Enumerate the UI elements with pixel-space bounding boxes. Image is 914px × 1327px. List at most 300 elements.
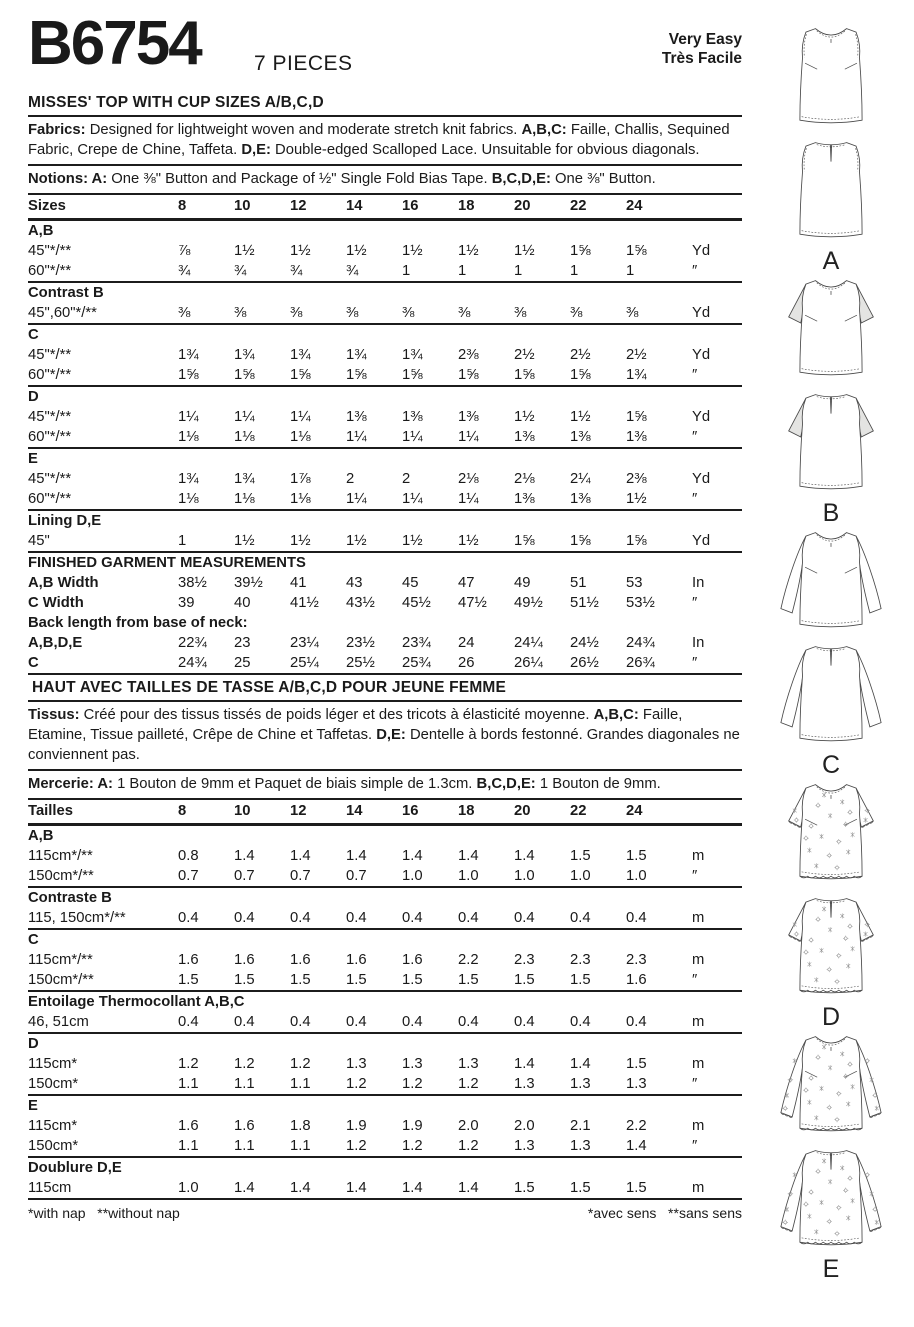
- value-cell: ¾: [346, 263, 359, 279]
- value-cell: 1.0: [570, 868, 591, 884]
- value-cell: 1.3: [402, 1056, 423, 1072]
- value-cell: 2: [346, 471, 355, 487]
- value-cell: 0.4: [458, 1014, 479, 1030]
- table-data-row: [28, 407, 742, 427]
- value-cell: 1.4: [626, 1138, 647, 1154]
- view-block-c: [748, 524, 914, 779]
- value-cell: 1⅝: [402, 367, 423, 383]
- value-cell: 1¾: [290, 347, 311, 363]
- value-cell: ⅜: [458, 305, 471, 321]
- value-cell: 0.4: [346, 910, 367, 926]
- value-cell: 26½: [570, 655, 599, 671]
- value-cell: 1.2: [346, 1076, 367, 1092]
- value-cell: 1.4: [346, 848, 367, 864]
- section-label: A,B: [28, 828, 54, 844]
- row-label: 45"*/**: [28, 471, 72, 487]
- table-data-row: [28, 303, 742, 323]
- views-column: [748, 0, 914, 1283]
- row-label: 115cm: [28, 1180, 72, 1196]
- section-label: D: [28, 1036, 39, 1052]
- value-cell: 1¼: [346, 429, 367, 445]
- value-cell: 8: [178, 198, 187, 214]
- value-cell: 24: [626, 803, 643, 819]
- value-cell: 1¼: [234, 409, 255, 425]
- value-cell: 8: [178, 803, 187, 819]
- mercerie-paragraph: Mercerie: A: 1 Bouton de 9mm et Paquet de biais simple de 1.3cm. B,C,D,E: 1 Bouton de 9mm.: [28, 776, 661, 792]
- value-cell: 1.5: [514, 972, 535, 988]
- value-cell: 1⅝: [570, 533, 591, 549]
- value-cell: 16: [402, 803, 419, 819]
- value-cell: 0.4: [234, 910, 255, 926]
- value-cell: ⅜: [290, 305, 303, 321]
- row-label: 150cm*/**: [28, 972, 94, 988]
- section-label: E: [28, 451, 38, 467]
- table-data-row: [28, 866, 742, 886]
- value-cell: 0.4: [290, 910, 311, 926]
- value-cell: 24¾: [626, 635, 655, 651]
- value-cell: 23¾: [402, 635, 431, 651]
- row-label: 150cm*: [28, 1138, 79, 1154]
- fabrics-paragraph: Fabrics: Designed for lightweight woven and moderate stretch knit fabrics. A,B,C: Faille, Challis, Sequined Fabric, Crepe de Chine, Taffeta. D,E: Double-edged Scalloped Lace. Unsuitable for obvious diagonals.: [28, 122, 730, 158]
- value-cell: ¾: [234, 263, 247, 279]
- value-cell: 1½: [458, 243, 479, 259]
- value-cell: 53: [626, 575, 643, 591]
- value-cell: 0.7: [346, 868, 367, 884]
- value-cell: 1½: [402, 243, 423, 259]
- value-cell: 1⅛: [234, 429, 255, 445]
- table-data-row: [28, 908, 742, 928]
- value-cell: 1⅝: [514, 533, 535, 549]
- table-data-row: [28, 427, 742, 447]
- value-cell: 1: [178, 533, 187, 549]
- row-label: 60"*/**: [28, 491, 72, 507]
- value-cell: 24¼: [514, 635, 543, 651]
- value-cell: 1.2: [346, 1138, 367, 1154]
- row-label: 115, 150cm*/**: [28, 910, 126, 926]
- value-cell: 2.0: [458, 1118, 479, 1134]
- value-cell: 0.7: [290, 868, 311, 884]
- value-cell: 1⅛: [290, 429, 311, 445]
- value-cell: 1.0: [626, 868, 647, 884]
- value-cell: 1.4: [570, 1056, 591, 1072]
- masthead: [28, 9, 742, 88]
- value-cell: 1.2: [458, 1138, 479, 1154]
- section-label: C: [28, 932, 39, 948]
- row-label: 115cm*/**: [28, 848, 93, 864]
- table-section-row: [28, 221, 742, 241]
- value-cell: 1⅜: [514, 429, 535, 445]
- value-cell: 1½: [514, 409, 535, 425]
- row-label: C: [28, 655, 39, 671]
- row-label: 115cm*: [28, 1118, 78, 1134]
- tissus-paragraph: Tissus: Créé pour des tissus tissés de poids léger et des tricots à élasticité moyenne. A,B,C: Faille, Etamine, Tissue pailleté, Crêpe de Chine et Taffetas. D,E: Dentelle à bords festonné. Grandes diagonales ne conviennent pas.: [28, 707, 740, 763]
- value-cell: 1.5: [626, 1180, 647, 1196]
- unit-cell: ″: [692, 595, 698, 611]
- value-cell: 1.5: [290, 972, 311, 988]
- value-cell: 1.5: [514, 1180, 535, 1196]
- unit-cell: ″: [692, 491, 698, 507]
- value-cell: 40: [234, 595, 251, 611]
- garment-front-drawing: [748, 1028, 914, 1142]
- value-cell: 0.4: [290, 1014, 311, 1030]
- garment-back-drawing: [748, 638, 914, 752]
- row-label: 45"*/**: [28, 243, 72, 259]
- value-cell: 1: [570, 263, 579, 279]
- row-label: 45",60"*/**: [28, 305, 97, 321]
- table-data-row: [28, 1074, 742, 1094]
- value-cell: 0.4: [234, 1014, 255, 1030]
- footnote-french: *avec sens **sans sens: [587, 1205, 742, 1221]
- garment-back-drawing: [748, 134, 914, 248]
- value-cell: 1.6: [346, 952, 367, 968]
- value-cell: 1⅝: [458, 367, 479, 383]
- value-cell: 1.3: [458, 1056, 479, 1072]
- value-cell: 1¾: [402, 347, 423, 363]
- value-cell: 1⅞: [290, 471, 311, 487]
- value-cell: 2.3: [514, 952, 535, 968]
- value-cell: 1⅜: [458, 409, 479, 425]
- value-cell: 1¾: [234, 347, 255, 363]
- value-cell: 1.4: [458, 848, 479, 864]
- value-cell: 1.6: [402, 952, 423, 968]
- table-data-row: [28, 1178, 742, 1198]
- row-label: 45"*/**: [28, 347, 72, 363]
- value-cell: 1.1: [234, 1138, 255, 1154]
- table-section-row: [28, 928, 742, 950]
- value-cell: 1.5: [570, 1180, 591, 1196]
- value-cell: 1: [626, 263, 635, 279]
- value-cell: 2⅛: [514, 471, 535, 487]
- value-cell: 0.4: [402, 1014, 423, 1030]
- value-cell: 38½: [178, 575, 207, 591]
- row-label: 115cm*/**: [28, 952, 93, 968]
- view-label: E: [822, 1255, 840, 1283]
- table-section-row: [28, 385, 742, 407]
- value-cell: ⅜: [514, 305, 527, 321]
- value-cell: 45½: [402, 595, 431, 611]
- value-cell: 1.0: [178, 1180, 199, 1196]
- value-cell: 1¾: [626, 367, 647, 383]
- value-cell: 0.7: [178, 868, 199, 884]
- value-cell: 2½: [626, 347, 647, 363]
- garment-front-drawing: [748, 20, 914, 134]
- unit-cell: ″: [692, 367, 698, 383]
- value-cell: 1½: [346, 533, 367, 549]
- value-cell: 49: [514, 575, 531, 591]
- value-cell: 1¼: [290, 409, 311, 425]
- table-data-row: [28, 846, 742, 866]
- value-cell: 1.3: [570, 1076, 591, 1092]
- garment-front-drawing: [748, 272, 914, 386]
- table-data-row: [28, 970, 742, 990]
- row-label: Sizes: [28, 198, 66, 214]
- unit-cell: ″: [692, 1138, 698, 1154]
- view-block-a: [748, 0, 914, 275]
- value-cell: 1.2: [402, 1076, 423, 1092]
- unit-cell: ″: [692, 429, 698, 445]
- value-cell: 1.3: [570, 1138, 591, 1154]
- value-cell: 41: [290, 575, 307, 591]
- value-cell: 1.4: [290, 1180, 311, 1196]
- value-cell: 1.2: [402, 1138, 423, 1154]
- unit-cell: In: [692, 635, 705, 651]
- unit-cell: m: [692, 1014, 705, 1030]
- row-label: 60"*/**: [28, 367, 72, 383]
- value-cell: 1.0: [514, 868, 535, 884]
- value-cell: 1⅜: [346, 409, 367, 425]
- table-data-row: [28, 261, 742, 281]
- difficulty-english: Very Easy: [668, 31, 742, 48]
- value-cell: 47½: [458, 595, 487, 611]
- value-cell: 39: [178, 595, 195, 611]
- value-cell: 26¼: [514, 655, 543, 671]
- value-cell: ⅜: [346, 305, 359, 321]
- value-cell: ¾: [178, 263, 191, 279]
- value-cell: 1½: [234, 533, 255, 549]
- value-cell: 1¾: [346, 347, 367, 363]
- value-cell: 1.5: [570, 972, 591, 988]
- value-cell: 1.5: [458, 972, 479, 988]
- row-label: 150cm*: [28, 1076, 79, 1092]
- value-cell: 1¾: [234, 471, 255, 487]
- value-cell: 2⅜: [626, 471, 647, 487]
- value-cell: ⅜: [626, 305, 639, 321]
- value-cell: 1.3: [626, 1076, 647, 1092]
- value-cell: 1⅝: [178, 367, 199, 383]
- table-section-row: [28, 613, 742, 633]
- row-label: A,B,D,E: [28, 635, 83, 651]
- unit-cell: m: [692, 910, 705, 926]
- table-data-row: [28, 241, 742, 261]
- value-cell: 1⅝: [346, 367, 367, 383]
- notions-paragraph: Notions: A: One ⅜" Button and Package of ½" Single Fold Bias Tape. B,C,D,E: One ⅜" Button.: [28, 171, 656, 187]
- table-section-row: [28, 509, 742, 531]
- value-cell: 1.6: [178, 952, 199, 968]
- table-data-row: [28, 345, 742, 365]
- view-block-d: [748, 776, 914, 1031]
- table-section-row: [28, 1094, 742, 1116]
- row-label: 45"*/**: [28, 409, 72, 425]
- unit-cell: ″: [692, 655, 698, 671]
- unit-cell: ″: [692, 972, 698, 988]
- pattern-number: B6754: [28, 9, 201, 78]
- value-cell: 24¾: [178, 655, 207, 671]
- value-cell: 1.6: [234, 952, 255, 968]
- value-cell: 18: [458, 803, 475, 819]
- value-cell: 20: [514, 198, 531, 214]
- row-label: 60"*/**: [28, 429, 72, 445]
- row-label: 46, 51cm: [28, 1014, 89, 1030]
- main-column: [28, 9, 742, 1221]
- table-data-row: [28, 633, 742, 653]
- value-cell: ⅜: [570, 305, 583, 321]
- table-data-row: [28, 573, 742, 593]
- value-cell: 0.4: [178, 1014, 199, 1030]
- value-cell: 1.6: [234, 1118, 255, 1134]
- value-cell: 1⅜: [402, 409, 423, 425]
- table-section-row: [28, 990, 742, 1012]
- value-cell: 2.1: [570, 1118, 591, 1134]
- value-cell: 1½: [514, 243, 535, 259]
- row-label: 60"*/**: [28, 263, 72, 279]
- footnote-english: *with nap **without nap: [28, 1205, 180, 1221]
- table-data-row: [28, 653, 742, 673]
- value-cell: 1.5: [626, 848, 647, 864]
- value-cell: 1.4: [234, 848, 255, 864]
- value-cell: 1.8: [290, 1118, 311, 1134]
- unit-cell: Yd: [692, 243, 711, 259]
- value-cell: 1.5: [402, 972, 423, 988]
- value-cell: 1½: [458, 533, 479, 549]
- value-cell: 45: [402, 575, 419, 591]
- value-cell: 1.5: [346, 972, 367, 988]
- value-cell: 47: [458, 575, 475, 591]
- value-cell: 0.4: [570, 910, 591, 926]
- title-english: MISSES' TOP WITH CUP SIZES A/B,C,D: [28, 94, 324, 111]
- value-cell: 0.4: [570, 1014, 591, 1030]
- value-cell: 1.2: [178, 1056, 199, 1072]
- table-section-row: [28, 1032, 742, 1054]
- value-cell: 24½: [570, 635, 599, 651]
- value-cell: 1: [402, 263, 411, 279]
- value-cell: 1⅜: [570, 491, 591, 507]
- value-cell: 43½: [346, 595, 375, 611]
- value-cell: 1⅛: [178, 491, 199, 507]
- table-section-row: [28, 447, 742, 469]
- value-cell: 1: [514, 263, 523, 279]
- view-block-e: [748, 1028, 914, 1283]
- value-cell: 24: [458, 635, 475, 651]
- value-cell: 0.4: [626, 910, 647, 926]
- value-cell: 1¾: [178, 471, 199, 487]
- difficulty-label: [662, 30, 742, 68]
- value-cell: ⅜: [178, 305, 191, 321]
- value-cell: 2.3: [626, 952, 647, 968]
- section-label: FINISHED GARMENT MEASUREMENTS: [28, 555, 306, 571]
- value-cell: 2½: [514, 347, 535, 363]
- value-cell: 22: [570, 803, 587, 819]
- value-cell: 1.9: [402, 1118, 423, 1134]
- row-label: 45": [28, 533, 50, 549]
- value-cell: 1.4: [402, 848, 423, 864]
- value-cell: 1.3: [514, 1076, 535, 1092]
- unit-cell: m: [692, 1118, 705, 1134]
- value-cell: 25¼: [290, 655, 319, 671]
- garment-back-drawing: [748, 1142, 914, 1256]
- value-cell: 2½: [570, 347, 591, 363]
- value-cell: 1.1: [234, 1076, 255, 1092]
- row-label: 150cm*/**: [28, 868, 94, 884]
- section-label: Back length from base of neck:: [28, 615, 248, 631]
- value-cell: 12: [290, 198, 307, 214]
- value-cell: ⅜: [234, 305, 247, 321]
- value-cell: 25½: [346, 655, 375, 671]
- section-label: C: [28, 327, 39, 343]
- value-cell: 1.4: [346, 1180, 367, 1196]
- value-cell: 1.2: [290, 1056, 311, 1072]
- value-cell: 0.4: [514, 1014, 535, 1030]
- title-french: HAUT AVEC TAILLES DE TASSE A/B,C,D POUR JEUNE FEMME: [32, 679, 507, 696]
- unit-cell: Yd: [692, 533, 711, 549]
- value-cell: 1.5: [178, 972, 199, 988]
- table-section-row: [28, 551, 742, 573]
- value-cell: 0.4: [626, 1014, 647, 1030]
- value-cell: 1¼: [402, 429, 423, 445]
- value-cell: 1.0: [458, 868, 479, 884]
- value-cell: 16: [402, 198, 419, 214]
- unit-cell: In: [692, 575, 705, 591]
- value-cell: 26¾: [626, 655, 655, 671]
- table-data-row: [28, 531, 742, 551]
- value-cell: 53½: [626, 595, 655, 611]
- unit-cell: Yd: [692, 347, 711, 363]
- value-cell: 1⅝: [626, 533, 647, 549]
- garment-front-drawing: [748, 776, 914, 890]
- value-cell: 49½: [514, 595, 543, 611]
- value-cell: 1½: [570, 409, 591, 425]
- section-label: Contraste B: [28, 890, 112, 906]
- value-cell: 25: [234, 655, 251, 671]
- value-cell: 1⅛: [234, 491, 255, 507]
- value-cell: 1.5: [626, 1056, 647, 1072]
- table-data-row: [28, 1116, 742, 1136]
- value-cell: 1¼: [178, 409, 199, 425]
- difficulty-french: Très Facile: [661, 50, 742, 67]
- value-cell: 1.3: [514, 1138, 535, 1154]
- value-cell: 1.6: [626, 972, 647, 988]
- value-cell: 1.9: [346, 1118, 367, 1134]
- value-cell: 1.4: [290, 848, 311, 864]
- table-section-row: [28, 826, 742, 846]
- section-label: Entoilage Thermocollant A,B,C: [28, 994, 245, 1010]
- value-cell: 1¼: [458, 491, 479, 507]
- value-cell: 24: [626, 198, 643, 214]
- value-cell: 2¼: [570, 471, 591, 487]
- view-block-b: [748, 272, 914, 527]
- value-cell: 1½: [290, 533, 311, 549]
- value-cell: 1⅝: [626, 409, 647, 425]
- view-label: A: [822, 247, 840, 275]
- value-cell: 1: [458, 263, 467, 279]
- divider: [28, 673, 742, 675]
- value-cell: 14: [346, 198, 363, 214]
- value-cell: 1.5: [570, 848, 591, 864]
- value-cell: 1.5: [234, 972, 255, 988]
- value-cell: 26: [458, 655, 475, 671]
- value-cell: 0.4: [514, 910, 535, 926]
- unit-cell: ″: [692, 868, 698, 884]
- row-label: C Width: [28, 595, 84, 611]
- value-cell: 43: [346, 575, 363, 591]
- value-cell: 1.1: [178, 1138, 199, 1154]
- value-cell: 1⅝: [290, 367, 311, 383]
- table-data-row: [28, 469, 742, 489]
- section-label: Doublure D,E: [28, 1160, 122, 1176]
- value-cell: 0.4: [346, 1014, 367, 1030]
- view-label: D: [821, 1003, 841, 1031]
- unit-cell: Yd: [692, 471, 711, 487]
- unit-cell: m: [692, 1056, 705, 1072]
- value-cell: 1⅜: [570, 429, 591, 445]
- value-cell: 1½: [290, 243, 311, 259]
- value-cell: 0.4: [178, 910, 199, 926]
- value-cell: 22¾: [178, 635, 207, 651]
- value-cell: 0.4: [458, 910, 479, 926]
- unit-cell: m: [692, 1180, 705, 1196]
- section-label: D: [28, 389, 39, 405]
- value-cell: 1.4: [514, 848, 535, 864]
- value-cell: 1⅝: [514, 367, 535, 383]
